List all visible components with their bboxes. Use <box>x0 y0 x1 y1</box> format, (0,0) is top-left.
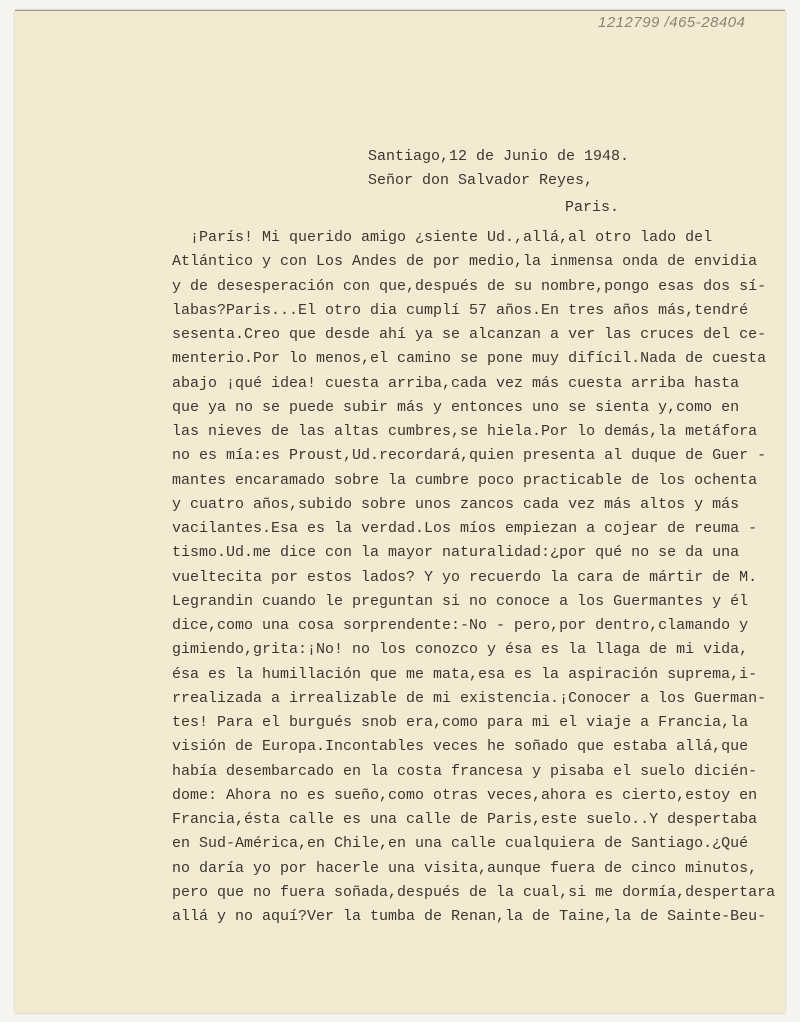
body-line: ¡París! Mi querido amigo ¿siente Ud.,allá,al otro lado del <box>190 229 713 246</box>
body-line: tismo.Ud.me dice con la mayor naturalidad:¿por qué no se da una <box>172 544 740 562</box>
body-line: en Sud-América,en Chile,en una calle cualquiera de Santiago.¿Qué <box>172 835 749 853</box>
body-line: Francia,ésta calle es una calle de Paris,este suelo..Y despertaba <box>172 811 758 828</box>
body-line: vueltecita por estos lados? Y yo recuerdo la cara de mártir de M. <box>172 568 758 586</box>
body-line: dome: Ahora no es sueño,como otras veces,ahora es cierto,estoy en <box>172 786 758 804</box>
body-line: mantes encaramado sobre la cumbre poco practicable de los ochenta <box>172 471 758 489</box>
body-line: allá y no aquí?Ver la tumba de Renan,la de Taine,la de Sainte-Beu- <box>172 908 767 925</box>
body-line: había desembarcado en la costa francesa y pisaba el suelo dicién- <box>172 762 758 780</box>
body-line: y cuatro años,subido sobre unos zancos cada vez más altos y más <box>172 495 740 513</box>
body-line: sesenta.Creo que desde ahí ya se alcanzan a ver las cruces del ce- <box>172 326 767 343</box>
body-line: labas?Paris...El otro dia cumplí 57 años.En tres años más,tendré <box>172 301 749 319</box>
body-line: las nieves de las altas cumbres,se hiela.Por lo demás,la metáfora <box>172 423 758 440</box>
recipient-line: Señor don Salvador Reyes, <box>368 172 594 189</box>
body-line: abajo ¡qué idea! cuesta arriba,cada vez más cuesta arriba hasta <box>172 374 740 392</box>
body-line: pero que no fuera soñada,después de la cual,si me dormía,despertara <box>172 883 776 901</box>
body-line: Legrandin cuando le preguntan si no conoce a los Guermantes y él <box>172 592 749 610</box>
body-line: tes! Para el burgués snob era,como para mi el viaje a Francia,la <box>172 714 749 731</box>
body-line: vacilantes.Esa es la verdad.Los míos empiezan a cojear de reuma - <box>172 520 758 537</box>
body-line: gimiendo,grita:¡No! no los conozco y ésa es la llaga de mi vida, <box>172 641 749 659</box>
body-line: visión de Europa.Incontables veces he soñado que estaba allá,que <box>172 738 749 756</box>
archive-number-annotation: 1212799 /465-28404 <box>598 14 746 31</box>
body-line: menterio.Por lo menos,el camino se pone muy difícil.Nada de cuesta <box>172 350 767 368</box>
body-line: no daría yo por hacerle una visita,aunque fuera de cinco minutos, <box>172 859 758 877</box>
body-line: y de desesperación con que,después de su nombre,pongo esas dos sí- <box>172 277 767 295</box>
body-line: ésa es la humillación que me mata,esa es la aspiración suprema,i- <box>172 665 758 683</box>
letter-body <box>172 226 775 929</box>
body-line: Atlántico y con Los Andes de por medio,la inmensa onda de envidia <box>172 253 758 271</box>
body-line: no es mía:es Proust,Ud.recordará,quien presenta al duque de Guer - <box>172 447 767 465</box>
body-line: dice,como una cosa sorprendente:-No - pero,por dentro,clamando y <box>172 617 749 634</box>
body-line: rrealizada a irrealizable de mi existencia.¡Conocer a los Guerman- <box>172 689 767 707</box>
body-line: que ya no se puede subir más y entonces uno se sienta y,como en <box>172 398 740 416</box>
date-line: Santiago,12 de Junio de 1948. <box>368 148 630 165</box>
city-line: Paris. <box>565 199 620 216</box>
